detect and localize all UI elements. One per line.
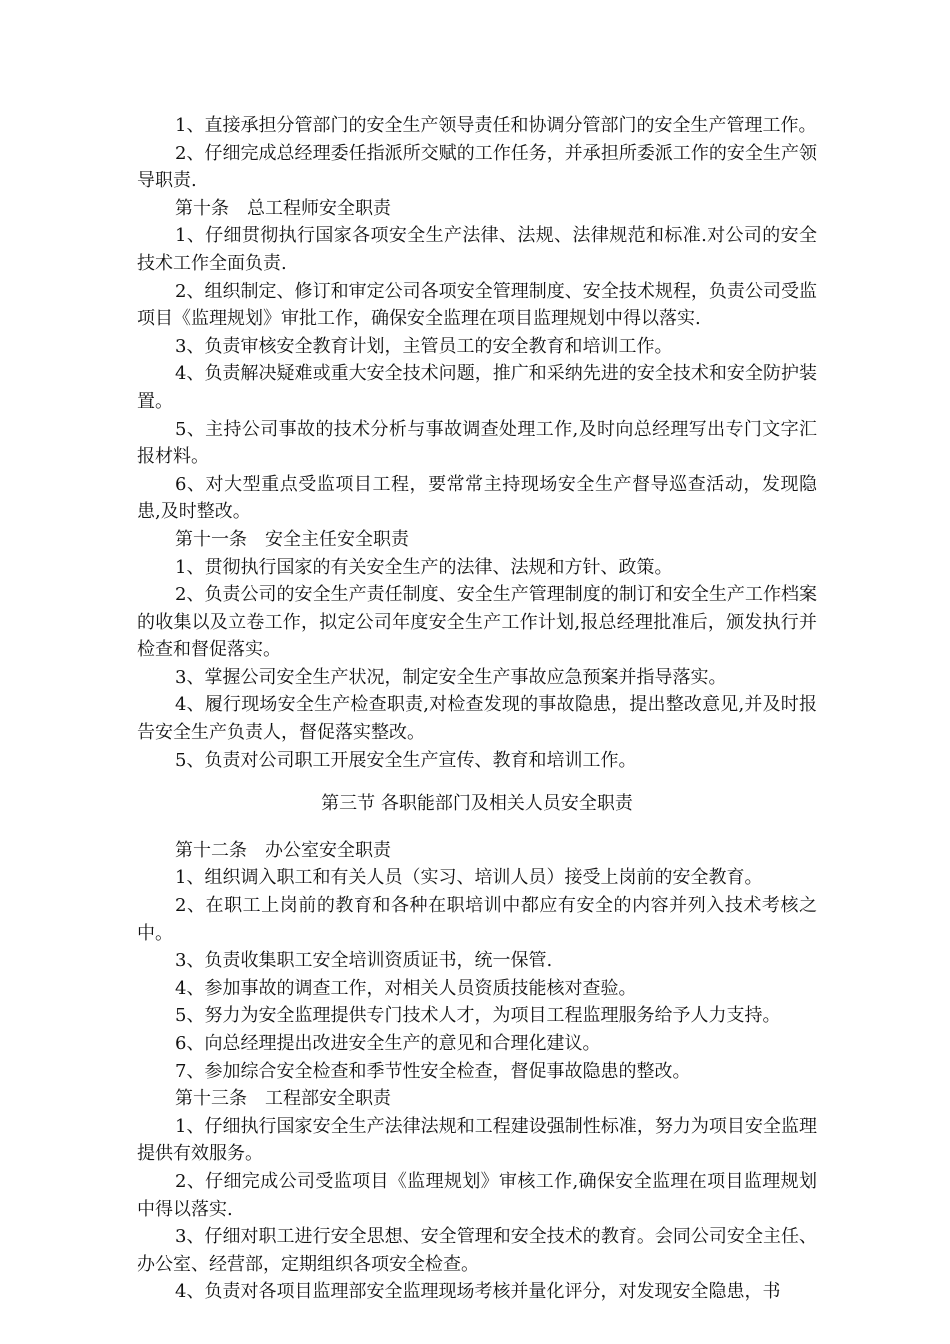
paragraph: 2、负责公司的安全生产责任制度、安全生产管理制度的制订和安全生产工作档案的收集以及立卷工作，拟定公司年度安全生产工作计划,报总经理批准后，颁发执行并检查和督促落实。 bbox=[137, 584, 817, 661]
paragraph: 3、负责收集职工安全培训资质证书，统一保管. bbox=[175, 950, 553, 972]
paragraph: 5、负责对公司职工开展安全生产宣传、教育和培训工作。 bbox=[175, 749, 637, 771]
paragraph: 2、仔细完成公司受监项目《监理规划》审核工作,确保安全监理在项目监理规划中得以落实. bbox=[137, 1170, 817, 1220]
paragraph: 第十条 总工程师安全职责 bbox=[175, 197, 391, 219]
paragraph: 3、掌握公司安全生产状况，制定安全生产事故应急预案并指导落实。 bbox=[175, 666, 727, 688]
paragraph: 1、贯彻执行国家的有关安全生产的法律、法规和方针、政策。 bbox=[175, 556, 673, 578]
paragraph: 第十三条 工程部安全职责 bbox=[175, 1088, 391, 1110]
paragraph: 第十二条 办公室安全职责 bbox=[175, 839, 391, 861]
paragraph: 第十一条 安全主任安全职责 bbox=[175, 528, 409, 550]
paragraph: 1、组织调入职工和有关人员（实习、培训人员）接受上岗前的安全教育。 bbox=[175, 867, 763, 889]
document-page bbox=[137, 112, 817, 1306]
paragraph-group-2 bbox=[137, 837, 817, 1306]
paragraph: 5、努力为安全监理提供专门技术人才，为项目工程监理服务给予人力支持。 bbox=[175, 1005, 781, 1027]
paragraph: 4、履行现场安全生产检查职责,对检查发现的事故隐患，提出整改意见,并及时报告安全生产负责人，督促落实整改。 bbox=[137, 694, 817, 744]
paragraph: 6、向总经理提出改进安全生产的意见和合理化建议。 bbox=[175, 1033, 601, 1054]
paragraph: 3、仔细对职工进行安全思想、安全管理和安全技术的教育。会同公司安全主任、办公室、经营部，定期组织各项安全检查。 bbox=[137, 1226, 817, 1275]
paragraph: 2、在职工上岗前的教育和各种在职培训中都应有安全的内容并列入技术考核之中。 bbox=[137, 895, 817, 944]
paragraph: 1、仔细贯彻执行国家各项安全生产法律、法规、法律规范和标准.对公司的安全技术工作全面负责. bbox=[137, 225, 817, 274]
paragraph: 5、主持公司事故的技术分析与事故调查处理工作,及时向总经理写出专门文字汇报材料。 bbox=[137, 418, 817, 468]
paragraph: 2、仔细完成总经理委任指派所交赋的工作任务，并承担所委派工作的安全生产领导职责. bbox=[137, 142, 817, 192]
paragraph: 1、直接承担分管部门的安全生产领导责任和协调分管部门的安全生产管理工作。 bbox=[175, 115, 817, 136]
paragraph-group-1 bbox=[137, 112, 817, 774]
paragraph: 2、组织制定、修订和审定公司各项安全管理制度、安全技术规程，负责公司受监项目《监理规划》审批工作，确保安全监理在项目监理规划中得以落实. bbox=[137, 280, 817, 330]
paragraph: 6、对大型重点受监项目工程，要常常主持现场安全生产督导巡查活动，发现隐患,及时整改。 bbox=[137, 473, 817, 523]
paragraph: 4、负责对各项目监理部安全监理现场考核并量化评分，对发现安全隐患，书 bbox=[175, 1281, 781, 1303]
paragraph: 1、仔细执行国家安全生产法律法规和工程建设强制性标准，努力为项目安全监理提供有效服务。 bbox=[137, 1115, 817, 1165]
paragraph: 4、参加事故的调查工作，对相关人员资质技能核对查验。 bbox=[175, 977, 637, 999]
paragraph: 3、负责审核安全教育计划，主管员工的安全教育和培训工作。 bbox=[175, 335, 673, 357]
section-title: 第三节 各职能部门及相关人员安全职责 bbox=[321, 793, 633, 815]
paragraph: 7、参加综合安全检查和季节性安全检查，督促事故隐患的整改。 bbox=[175, 1060, 691, 1082]
paragraph: 4、负责解决疑难或重大安全技术问题，推广和采纳先进的安全技术和安全防护装置。 bbox=[137, 363, 817, 412]
